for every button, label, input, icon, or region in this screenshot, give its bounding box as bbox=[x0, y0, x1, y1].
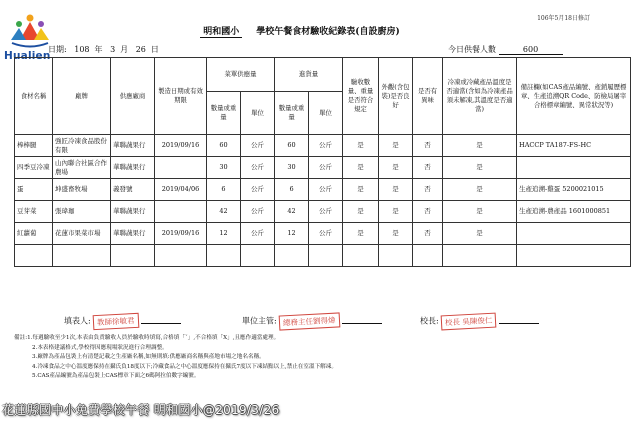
row-brand: 花蓮市果菜市場 bbox=[53, 223, 111, 245]
row-temp: 是 bbox=[443, 135, 517, 157]
row-check: 是 bbox=[343, 223, 379, 245]
title-text: 學校午餐食材驗收紀錄表(自設廚房) bbox=[256, 27, 400, 37]
principal-stamp: 校長 吳陳俊仁 bbox=[441, 313, 497, 331]
row-supplier: 華聯蔬果行 bbox=[111, 135, 155, 157]
principal-line bbox=[499, 323, 539, 324]
remarks-section bbox=[14, 334, 594, 382]
inspector-stamp: 教師徐敏君 bbox=[93, 313, 139, 330]
supply-count-label: 今日供餐人數 bbox=[448, 45, 496, 54]
row-date bbox=[155, 245, 207, 267]
row-supply-amount: 42 bbox=[207, 201, 241, 223]
form-title bbox=[0, 24, 600, 38]
row-temp: 是 bbox=[443, 179, 517, 201]
inspector-signature bbox=[64, 314, 181, 329]
row-odor: 否 bbox=[413, 157, 443, 179]
row-odor bbox=[413, 245, 443, 267]
header-brand: 廠牌 bbox=[53, 58, 111, 135]
remark-item: 備註:1.每週驗收至少1次,本表由負責驗收人員於驗收時填寫,合格填「ˇ」,不合格填「X」,且應作適當處理。 bbox=[14, 335, 280, 341]
remark-item: 5.CAS產品編號為產品包裝上CAS標章下面之6碼阿拉伯數字編號。 bbox=[32, 373, 200, 380]
row-odor: 否 bbox=[413, 179, 443, 201]
date-day: 26 bbox=[135, 45, 146, 54]
row-supplier: 華聯蔬果行 bbox=[111, 157, 155, 179]
supervisor-line bbox=[342, 323, 382, 324]
header-package: 外觀(含包裝)是否良好 bbox=[379, 58, 413, 135]
header-date: 製造日期或有效期限 bbox=[155, 58, 207, 135]
row-temp bbox=[443, 245, 517, 267]
row-arrival-amount: 6 bbox=[275, 179, 309, 201]
row-supply-unit: 公斤 bbox=[241, 179, 275, 201]
row-name: 四季豆冷凍 bbox=[15, 157, 53, 179]
row-arrival-amount: 12 bbox=[275, 223, 309, 245]
header-supplier: 供應廠商 bbox=[111, 58, 155, 135]
row-date: 2019/09/16 bbox=[155, 223, 207, 245]
date-year-unit: 年 bbox=[94, 45, 103, 54]
row-name: 豆芽菜 bbox=[15, 201, 53, 223]
row-package bbox=[379, 245, 413, 267]
supervisor-label: 單位主管: bbox=[242, 316, 277, 326]
row-temp: 是 bbox=[443, 157, 517, 179]
row-brand: 張瑋珈 bbox=[53, 201, 111, 223]
row-arrival-unit: 公斤 bbox=[309, 223, 343, 245]
row-check: 是 bbox=[343, 201, 379, 223]
row-brand: 強匠冷凍食品股份有限 bbox=[53, 135, 111, 157]
header-check-qty: 驗收數量、重量是否符合規定 bbox=[343, 58, 379, 135]
row-note: HACCP TA187-FS-HC bbox=[517, 135, 631, 157]
date-line bbox=[48, 44, 164, 55]
header-supply-amount: 數量或重量 bbox=[207, 92, 241, 135]
row-supply-unit: 公斤 bbox=[241, 135, 275, 157]
row-supplier: 義發號 bbox=[111, 179, 155, 201]
header-odor: 是否有異味 bbox=[413, 58, 443, 135]
row-supply-amount: 12 bbox=[207, 223, 241, 245]
row-date: 2019/09/16 bbox=[155, 135, 207, 157]
principal-signature bbox=[420, 314, 539, 329]
header-arrival: 進貨量 bbox=[275, 58, 343, 92]
row-arrival-unit: 公斤 bbox=[309, 179, 343, 201]
table-row bbox=[15, 223, 631, 245]
row-arrival-amount: 30 bbox=[275, 157, 309, 179]
header-name: 食材名稱 bbox=[15, 58, 53, 135]
row-note bbox=[517, 223, 631, 245]
row-check bbox=[343, 245, 379, 267]
revision-note: 106年5月18日修訂 bbox=[537, 15, 590, 22]
date-year: 108 bbox=[74, 45, 90, 54]
row-arrival-unit bbox=[309, 245, 343, 267]
row-supplier bbox=[111, 245, 155, 267]
date-month: 3 bbox=[110, 45, 116, 54]
row-supply-amount: 60 bbox=[207, 135, 241, 157]
row-name: 蛋 bbox=[15, 179, 53, 201]
row-brand bbox=[53, 245, 111, 267]
row-arrival-amount bbox=[275, 245, 309, 267]
row-arrival-amount: 60 bbox=[275, 135, 309, 157]
row-package: 是 bbox=[379, 179, 413, 201]
header-arrival-amount: 數量或重量 bbox=[275, 92, 309, 135]
row-note bbox=[517, 157, 631, 179]
row-date bbox=[155, 157, 207, 179]
row-temp: 是 bbox=[443, 201, 517, 223]
row-package: 是 bbox=[379, 201, 413, 223]
supply-count bbox=[448, 44, 563, 55]
row-supply-unit: 公斤 bbox=[241, 223, 275, 245]
table-row bbox=[15, 179, 631, 201]
principal-label: 校長: bbox=[420, 316, 439, 326]
remark-item: 4.冷凍食品之中心溫度應保持在攝氏負18度以下;冷藏食品之中心溫度應保持在攝氏7度以下凍結點以上,禁止在室溫下解凍。 bbox=[32, 363, 337, 370]
table-row bbox=[15, 201, 631, 223]
row-supply-unit bbox=[241, 245, 275, 267]
table-row bbox=[15, 245, 631, 267]
row-check: 是 bbox=[343, 135, 379, 157]
header-temp: 冷凍或冷藏產品溫度是否適當(含如為冷凍產品須未解凍,其溫度是否適當) bbox=[443, 58, 517, 135]
row-temp: 是 bbox=[443, 223, 517, 245]
row-brand: 坤盛畜牧場 bbox=[53, 179, 111, 201]
row-brand: 山內聯合社區合作農場 bbox=[53, 157, 111, 179]
inspector-line bbox=[141, 323, 181, 324]
row-date bbox=[155, 201, 207, 223]
inspection-table bbox=[14, 57, 631, 267]
date-label: 日期: bbox=[48, 45, 67, 54]
row-odor: 否 bbox=[413, 135, 443, 157]
row-note: 生產追溯-雞蛋 5200021015 bbox=[517, 179, 631, 201]
header-notes: 備註欄(如CAS產品編號、產銷履歷標章、生產追溯QR Code、防檢局屠宰合格標章編號、異常狀況等) bbox=[517, 58, 631, 135]
row-note: 生產追溯-農產品 1601000851 bbox=[517, 201, 631, 223]
date-day-unit: 日 bbox=[150, 45, 159, 54]
header-supply-unit: 單位 bbox=[241, 92, 275, 135]
supervisor-stamp: 總務主任劉得煒 bbox=[279, 312, 340, 330]
row-odor: 否 bbox=[413, 223, 443, 245]
row-arrival-unit: 公斤 bbox=[309, 135, 343, 157]
row-name: 棒棒腿 bbox=[15, 135, 53, 157]
footer-watermark: 花蓮縣國中小免費學校午餐 明和國小@2019/3/26 bbox=[2, 403, 280, 417]
row-odor: 否 bbox=[413, 201, 443, 223]
row-supplier: 華聯蔬果行 bbox=[111, 201, 155, 223]
row-check: 是 bbox=[343, 157, 379, 179]
school-name: 明和國小 bbox=[200, 24, 242, 38]
row-date: 2019/04/06 bbox=[155, 179, 207, 201]
row-note bbox=[517, 245, 631, 267]
row-supplier: 華聯蔬果行 bbox=[111, 223, 155, 245]
remark-item: 2.本表格建議格式,學校得因應現場狀況進行合理調整。 bbox=[32, 344, 168, 351]
header-supply-qty: 菜單供應量 bbox=[207, 58, 275, 92]
logo-wordmark: Hualien bbox=[4, 50, 51, 62]
date-month-unit: 月 bbox=[120, 45, 129, 54]
table-row bbox=[15, 135, 631, 157]
row-package: 是 bbox=[379, 157, 413, 179]
row-package: 是 bbox=[379, 223, 413, 245]
table-row bbox=[15, 157, 631, 179]
row-arrival-unit: 公斤 bbox=[309, 157, 343, 179]
inspector-label: 填表人: bbox=[64, 316, 91, 326]
row-arrival-amount: 42 bbox=[275, 201, 309, 223]
row-supply-unit: 公斤 bbox=[241, 201, 275, 223]
supply-count-value: 600 bbox=[499, 45, 563, 55]
row-supply-amount bbox=[207, 245, 241, 267]
row-arrival-unit: 公斤 bbox=[309, 201, 343, 223]
header-arrival-unit: 單位 bbox=[309, 92, 343, 135]
row-package: 是 bbox=[379, 135, 413, 157]
row-check: 是 bbox=[343, 179, 379, 201]
row-supply-amount: 6 bbox=[207, 179, 241, 201]
remark-item: 3.廠牌為產品包裝上有清楚記載之生產廠名稱,如無則填:供應廠商名稱與產地市場之地名名稱。 bbox=[32, 354, 265, 361]
row-supply-unit: 公斤 bbox=[241, 157, 275, 179]
supervisor-signature bbox=[242, 314, 382, 329]
row-supply-amount: 30 bbox=[207, 157, 241, 179]
row-name bbox=[15, 245, 53, 267]
row-name: 紅蘿蔔 bbox=[15, 223, 53, 245]
